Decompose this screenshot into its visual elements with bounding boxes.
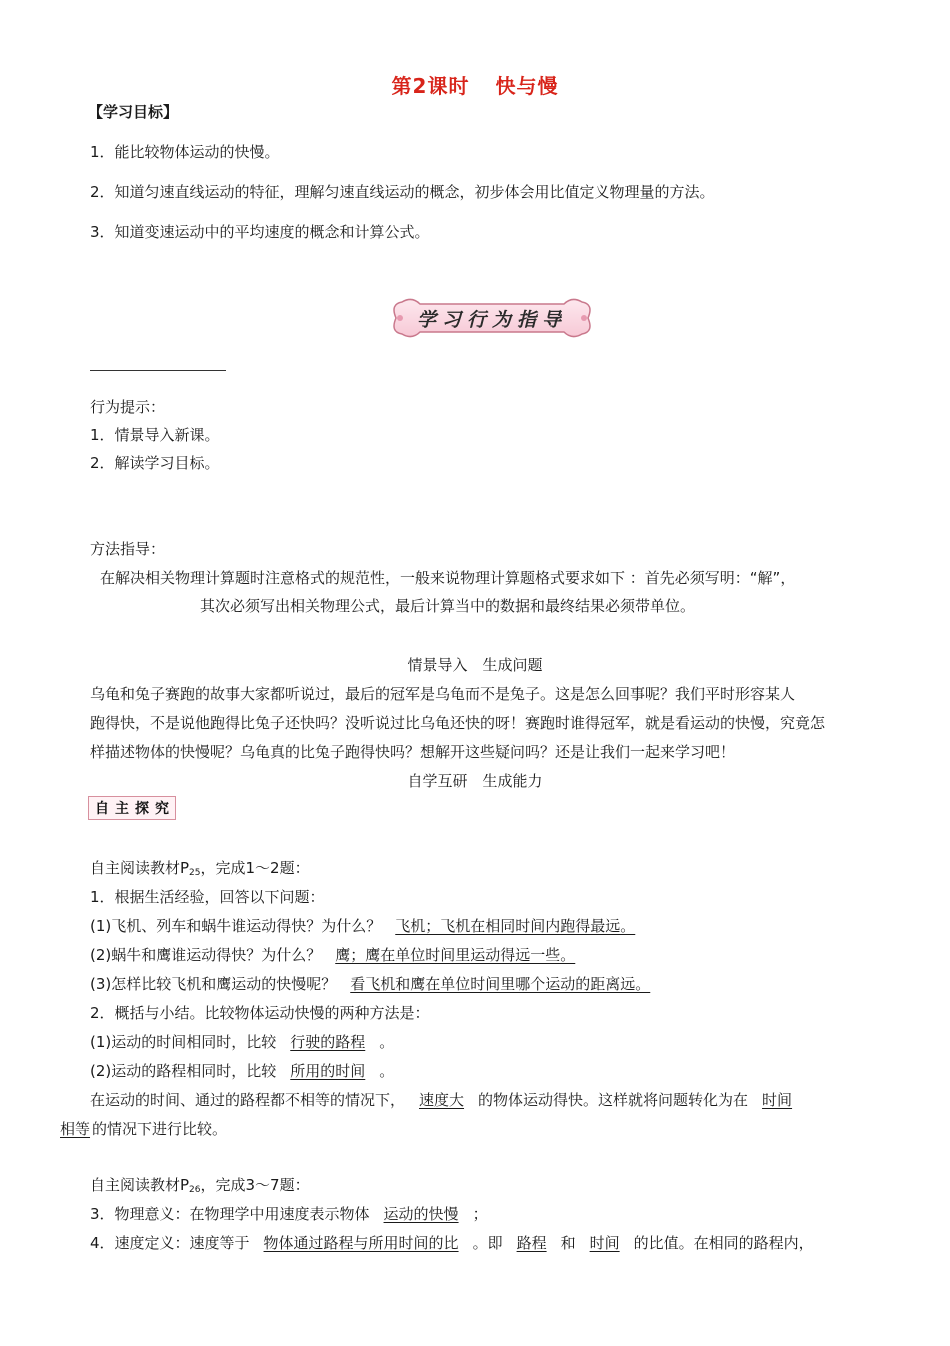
q4-answer-2: 路程 [516, 1234, 547, 1252]
q1b-prompt: (2)蜗牛和鹰谁运动得快？为什么？ [90, 946, 322, 964]
read1-tail: ，完成1～2题： [200, 859, 310, 877]
q3-prompt: 3．物理意义：在物理学中用速度表示物体 [90, 1205, 370, 1223]
method-heading: 方法指导： [90, 540, 166, 558]
intro-line-2: 跑得快，不是说他跑得比兔子还快吗？没听说过比乌龟还快的呀！赛跑时谁得冠军，就是看运动的快慢，究竟怎 [90, 714, 826, 732]
sum2-post: 的情况下进行比较。 [92, 1120, 228, 1138]
q2a-prompt: (1)运动的时间相同时，比较 [90, 1033, 277, 1051]
q4-prompt: 4．速度定义：速度等于 [90, 1234, 250, 1252]
q2a-end: 。 [379, 1033, 395, 1051]
box-char: 探 [135, 801, 149, 817]
q4-end: 的比值。在相同的路程内， [633, 1234, 814, 1252]
page-title [0, 70, 950, 99]
hint-item-2: 2．解读学习目标。 [90, 454, 220, 472]
objective-item-1: 1．能比较物体运动的快慢。 [90, 143, 280, 161]
sum1-mid: 的物体运动得快。这样就将问题转化为在 [478, 1091, 749, 1109]
q1b [90, 944, 589, 965]
method-line-1: 在解决相关物理计算题时注意格式的规范性，一般来说物理计算题格式要求如下 ：首先必须写明：“解”， [100, 569, 796, 587]
read1-text: 自主阅读教材P [90, 859, 190, 877]
read2-tail: ，完成3～7题： [200, 1176, 310, 1194]
intro-line-1: 乌龟和兔子赛跑的故事大家都听说过，最后的冠军是乌龟而不是兔子。这是怎么回事呢？我们平时形容某人 [90, 685, 796, 703]
q1: 1．根据生活经验，回答以下问题： [90, 888, 325, 906]
self-study-box [88, 796, 176, 820]
method-line-2: 其次必须写出相关物理公式，最后计算当中的数据和最终结果必须带单位。 [200, 597, 696, 615]
intro-heading: 情景导入 生成问题 [407, 656, 543, 674]
q2b-prompt: (2)运动的路程相同时，比较 [90, 1062, 277, 1080]
q1b-answer: 鹰；鹰在单位时间里运动得远一些。 [335, 946, 576, 964]
q3-end: ； [472, 1205, 488, 1223]
q3 [90, 1203, 488, 1224]
q4-mid2: 和 [560, 1234, 576, 1252]
sum1-answer-2: 时间 [762, 1091, 793, 1109]
box-char: 自 [95, 801, 109, 817]
q1c-prompt: (3)怎样比较飞机和鹰运动的快慢呢？ [90, 975, 337, 993]
read1-page: 25 [189, 868, 201, 878]
q3-answer: 运动的快慢 [383, 1205, 459, 1223]
sum1-answer-1: 速度大 [419, 1091, 465, 1109]
read2-text: 自主阅读教材P [90, 1176, 190, 1194]
objectives-heading: 【学习目标】 [88, 103, 179, 121]
q2b-answer: 所用的时间 [290, 1062, 366, 1080]
box-char: 主 [115, 801, 129, 817]
hints-heading: 行为提示： [90, 398, 166, 416]
section-banner [386, 294, 598, 342]
sum1-pre: 在运动的时间、通过的路程都不相等的情况下， [90, 1091, 406, 1109]
box-char: 究 [155, 801, 169, 817]
read1-lead [90, 857, 310, 878]
divider [90, 370, 226, 371]
objective-item-2: 2．知道匀速直线运动的特征，理解匀速直线运动的概念，初步体会用比值定义物理量的方法。 [90, 183, 715, 201]
title-part1: 第2课时 [391, 74, 470, 98]
q4-mid1: 。即 [472, 1234, 503, 1252]
q4-answer-3: 时间 [589, 1234, 620, 1252]
hint-item-1: 1．情景导入新课。 [90, 426, 220, 444]
q1c [90, 973, 664, 994]
summary-line-2 [58, 1118, 227, 1139]
study-heading: 自学互研 生成能力 [407, 772, 543, 790]
q1a-prompt: (1)飞机、列车和蜗牛谁运动得快？为什么？ [90, 917, 382, 935]
q4-answer: 物体通过路程与所用时间的比 [263, 1234, 459, 1252]
q4 [90, 1232, 814, 1253]
q2b [90, 1060, 394, 1081]
q2a-answer: 行驶的路程 [290, 1033, 366, 1051]
q2: 2．概括与小结。比较物体运动快慢的两种方法是： [90, 1004, 430, 1022]
intro-line-3: 样描述物体的快慢呢？乌龟真的比兔子跑得快吗？想解开这些疑问吗？还是让我们一起来学习吧！ [90, 743, 736, 761]
q1a-answer: 飞机；飞机在相同时间内跑得最远。 [395, 917, 636, 935]
summary-line-1 [90, 1089, 806, 1110]
read2-page: 26 [189, 1185, 201, 1195]
q2a [90, 1031, 394, 1052]
q1a [90, 915, 649, 936]
q2b-end: 。 [379, 1062, 395, 1080]
title-part2: 快与慢 [495, 74, 559, 98]
read2-lead [90, 1174, 310, 1195]
sum2-answer: 相等 [60, 1120, 91, 1138]
banner-text: 学习行为指导 [416, 309, 567, 331]
objective-item-3: 3．知道变速运动中的平均速度的概念和计算公式。 [90, 223, 430, 241]
q1c-answer: 看飞机和鹰在单位时间里哪个运动的距离远。 [350, 975, 651, 993]
